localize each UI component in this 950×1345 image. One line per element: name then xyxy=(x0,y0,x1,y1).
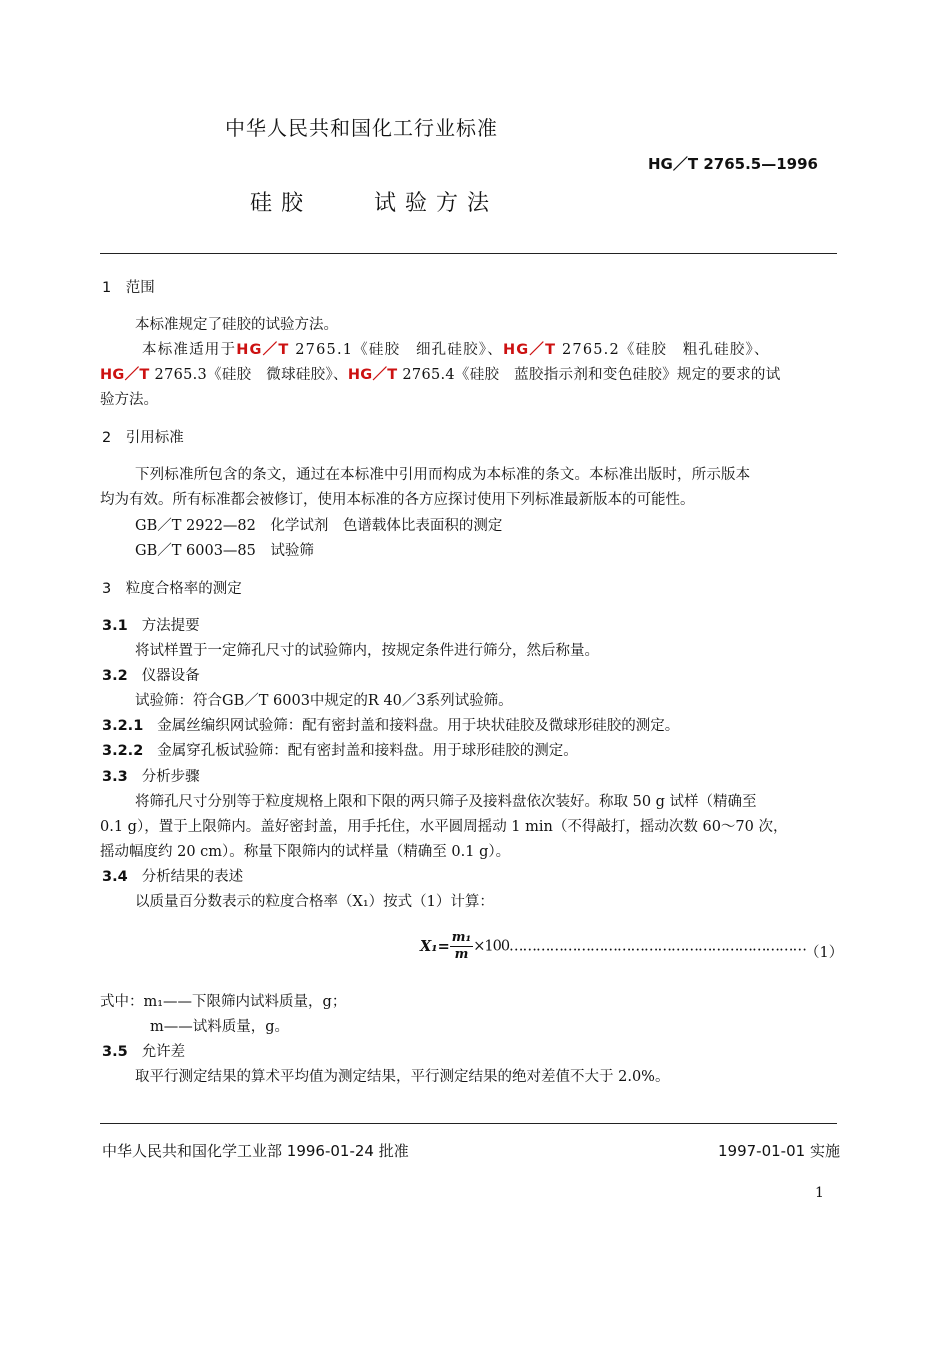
clause-3-3-heading: 3.3 分析步骤 xyxy=(102,769,200,785)
section-1-paragraph-2-line-2: HG／T 2765.3《硅胶 微球硅胶》、HG／T 2765.4《硅胶 蓝胶指示剂和变色硅胶》规定的要求的试 xyxy=(100,367,781,383)
ref-hg-t-2765-2[interactable]: HG／T xyxy=(502,342,557,358)
standard-code: HG／T 2765.5—1996 xyxy=(648,155,818,173)
clause-3-3-text-line-3: 摇动幅度约 20 cm）。称量下限筛内的试样量（精确至 0.1 g）。 xyxy=(100,844,511,860)
issuing-organization: 中华人民共和国化工行业标准 xyxy=(225,116,498,140)
header-divider xyxy=(100,253,837,254)
referenced-standard-gb-t-2922: GB／T 2922—82 化学试剂 色谱载体比表面积的测定 xyxy=(135,518,503,534)
clause-3-3-text-line-1: 将筛孔尺寸分别等于粒度规格上限和下限的两只筛子及接料盘依次装好。称取 50 g 试样（精确至 xyxy=(135,794,757,810)
formula-rhs: ×100………………………………………………………… xyxy=(473,938,807,955)
section-1-paragraph-1: 本标准规定了硅胶的试验方法。 xyxy=(135,317,338,333)
formula-number: （1） xyxy=(805,945,844,961)
ref-hg-t-2765-3[interactable]: HG／T xyxy=(100,367,150,383)
clause-3-2-2: 3.2.2 金属穿孔板试验筛：配有密封盖和接料盘。用于球形硅胶的测定。 xyxy=(102,743,578,759)
clause-3-1-heading: 3.1 方法提要 xyxy=(102,618,200,634)
clause-3-5-heading: 3.5 允许差 xyxy=(102,1044,186,1060)
approval-line: 中华人民共和国化学工业部 1996-01-24 批准 xyxy=(102,1142,409,1160)
clause-3-1-text: 将试样置于一定筛孔尺寸的试验筛内，按规定条件进行筛分，然后称量。 xyxy=(135,643,599,659)
section-1-paragraph-2-line-3: 验方法。 xyxy=(100,392,158,408)
clause-3-4-heading: 3.4 分析结果的表述 xyxy=(102,869,244,885)
page-number: 1 xyxy=(815,1185,824,1201)
effective-date: 1997-01-01 实施 xyxy=(718,1142,840,1160)
ref-hg-t-2765-1[interactable]: HG／T xyxy=(236,342,290,358)
section-2-heading: 2 引用标准 xyxy=(102,430,184,446)
section-1-paragraph-2-line-1: 本标准适用于HG／T 2765.1《硅胶 细孔硅胶》、HG／T 2765.2《硅胶 粗孔硅胶》、 xyxy=(142,342,770,358)
clause-3-3-text-line-2: 0.1 g），置于上限筛内。盖好密封盖，用手托住，水平圆周摇动 1 min（不得敲打，摇动次数 60～70 次， xyxy=(100,819,788,835)
section-3-heading: 3 粒度合格率的测定 xyxy=(102,581,242,597)
clause-3-2-1: 3.2.1 金属丝编织网试验筛：配有密封盖和接料盘。用于块状硅胶及微球形硅胶的测定。 xyxy=(102,718,680,734)
formula-where-line-2: m——试料质量，g。 xyxy=(150,1019,290,1035)
formula-lhs: X₁= xyxy=(420,938,450,955)
clause-3-2-heading: 3.2 仪器设备 xyxy=(102,668,200,684)
formula-1 xyxy=(420,930,806,963)
ref-hg-t-2765-4[interactable]: HG／T xyxy=(347,367,398,383)
footer-divider xyxy=(100,1123,837,1124)
clause-3-2-text: 试验筛：符合GB／T 6003中规定的R 40／3系列试验筛。 xyxy=(135,693,513,709)
formula-fraction: $\frac{\text{m₁}}{m}$ xyxy=(451,930,472,962)
section-2-paragraph-line-2: 均为有效。所有标准都会被修订，使用本标准的各方应探讨使用下列标准最新版本的可能性。 xyxy=(100,492,695,508)
clause-3-5-text: 取平行测定结果的算术平均值为测定结果，平行测定结果的绝对差值不大于 2.0%。 xyxy=(135,1069,670,1085)
formula-where-line-1: 式中：m₁——下限筛内试料质量，g； xyxy=(100,994,347,1010)
section-1-heading: 1 范围 xyxy=(102,280,155,296)
referenced-standard-gb-t-6003: GB／T 6003—85 试验筛 xyxy=(135,543,314,559)
section-2-paragraph-line-1: 下列标准所包含的条文，通过在本标准中引用而构成为本标准的条文。本标准出版时，所示版本 xyxy=(135,467,751,483)
clause-3-4-text: 以质量百分数表示的粒度合格率（X₁）按式（1）计算： xyxy=(135,894,494,910)
document-title: 硅胶 试验方法 xyxy=(250,191,499,216)
